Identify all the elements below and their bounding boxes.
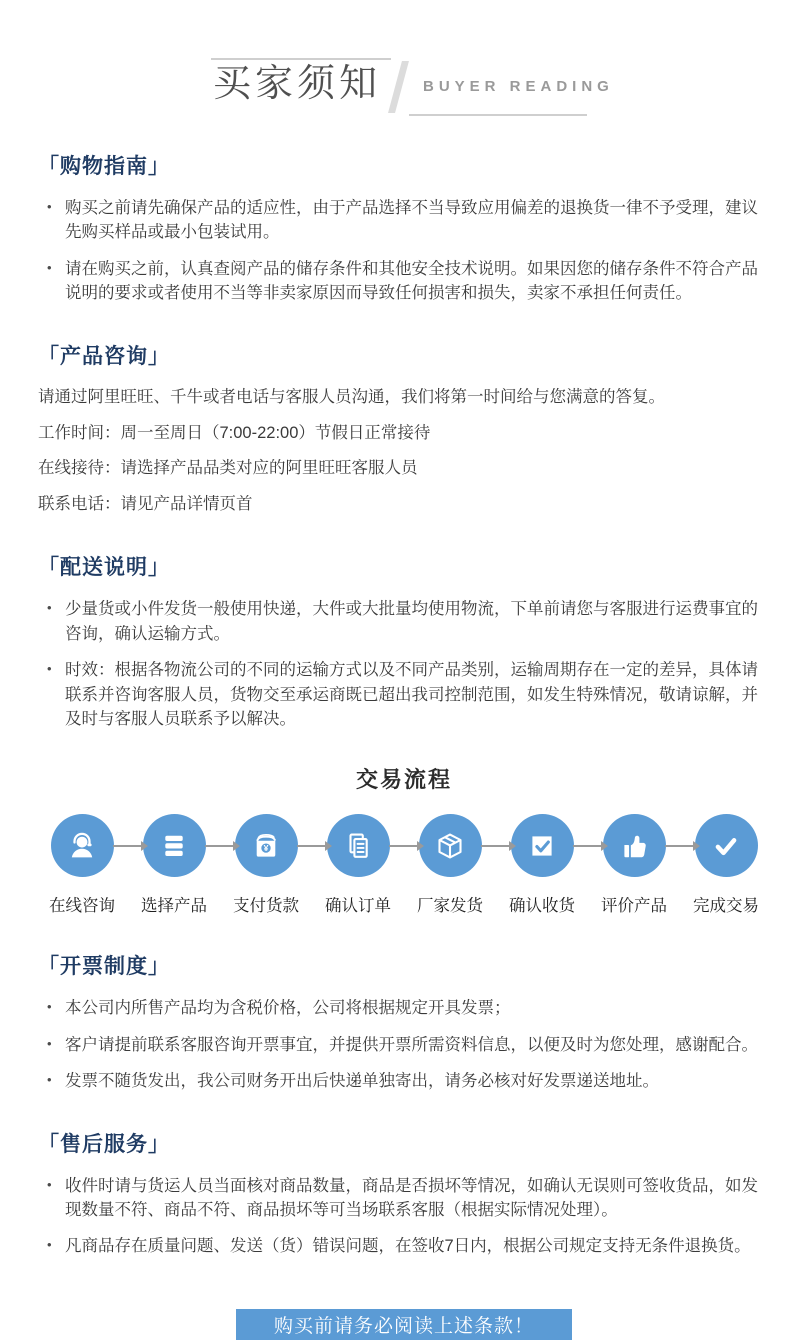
page-title: 买家须知	[213, 63, 382, 105]
section-shopping-guide	[38, 150, 770, 306]
online-reception-line: 在线接待：请选择产品品类对应的阿里旺旺客服人员	[38, 459, 418, 478]
arrow-right-icon	[573, 845, 603, 847]
header-slash-divider	[388, 61, 409, 113]
after-sales-list	[38, 1174, 770, 1259]
wallet-yen-icon	[235, 814, 298, 877]
bullet-item	[38, 1033, 770, 1057]
bullet-text: 购买之前请先确保产品的适应性，由于产品选择不当导致应用偏差的退换货一律不予受理，建议先购买样品或最小包装试用。	[65, 199, 758, 242]
read-terms-notice-banner: 购买前请务必阅读上述条款！	[236, 1309, 572, 1340]
page-subtitle: BUYER READING	[423, 78, 614, 95]
header-top-line	[211, 58, 391, 60]
work-hours-line: 工作时间：周一至周日（7:00-22:00）节假日正常接待	[38, 423, 431, 442]
delivery-list	[38, 597, 770, 731]
consult-intro-line: 请通过阿里旺旺、千牛或者电话与客服人员沟通，我们将第一时间给与您满意的答复。	[38, 387, 665, 406]
arrow-right-icon	[113, 845, 143, 847]
flow-step-label: 选择产品	[141, 897, 207, 916]
flow-step-review	[593, 814, 675, 916]
package-box-icon	[419, 814, 482, 877]
flow-step-complete	[685, 814, 767, 916]
after-sales-heading: 「售后服务」	[38, 1132, 170, 1156]
bullet-text: 客户请提前联系客服咨询开票事宜，并提供开票所需资料信息，以便及时为您处理，感谢配合。	[65, 1035, 758, 1054]
section-transaction-flow	[38, 763, 770, 916]
headset-icon	[51, 814, 114, 877]
arrow-right-icon	[205, 845, 235, 847]
svg-text:¥: ¥	[263, 842, 269, 853]
flow-step-confirm-order	[317, 814, 399, 916]
product-consult-heading: 「产品咨询」	[38, 344, 170, 368]
header-bottom-line	[409, 114, 587, 116]
bullet-item	[38, 1234, 770, 1258]
delivery-heading: 「配送说明」	[38, 556, 170, 580]
flow-step-label: 评价产品	[601, 897, 667, 916]
flow-step-label: 在线咨询	[49, 897, 115, 916]
bullet-item	[38, 1174, 770, 1223]
flow-step-pay	[225, 814, 307, 916]
section-product-consult	[38, 340, 770, 518]
flow-step-online-consult	[41, 814, 123, 916]
bullet-item	[38, 996, 770, 1020]
flow-step-factory-ship	[409, 814, 491, 916]
bullet-text: 请在购买之前，认真查阅产品的储存条件和其他安全技术说明。如果因您的储存条件不符合产品说明的要求或者使用不当等非卖家原因而导致任何损害和损失，卖家不承担任何责任。	[65, 259, 758, 303]
bullet-text: 少量货或小件发货一般使用快递，大件或大批量均使用物流，下单前请您与客服进行运费事宜的咨询，确认运输方式。	[65, 600, 758, 643]
arrow-right-icon	[481, 845, 511, 847]
bullet-text: 发票不随货发出，我公司财务开出后快递单独寄出，请务必核对好发票递送地址。	[65, 1072, 659, 1091]
page-header	[211, 58, 614, 116]
invoicing-list	[38, 996, 770, 1093]
bullet-item	[38, 257, 770, 306]
thumbs-up-icon	[603, 814, 666, 877]
flow-row	[38, 814, 770, 916]
flow-step-label: 支付货款	[233, 897, 299, 916]
arrow-right-icon	[297, 845, 327, 847]
section-after-sales	[38, 1128, 770, 1259]
section-delivery	[38, 551, 770, 731]
list-icon	[143, 814, 206, 877]
bullet-text: 收件时请与货运人员当面核对商品数量，商品是否损坏等情况，如确认无误则可签收货品，如发现数量不符、商品不符、商品损坏等可当场联系客服（根据实际情况处理）。	[65, 1176, 758, 1219]
footer	[38, 1309, 770, 1340]
shopping-guide-list	[38, 196, 770, 306]
flow-step-choose-product	[133, 814, 215, 916]
check-icon	[695, 814, 758, 877]
invoicing-heading: 「开票制度」	[38, 955, 170, 979]
flow-step-label: 厂家发货	[417, 897, 483, 916]
page-content	[0, 150, 800, 1340]
documents-icon	[327, 814, 390, 877]
bullet-item	[38, 1069, 770, 1093]
flow-step-label: 确认订单	[325, 897, 391, 916]
shopping-guide-heading: 「购物指南」	[38, 155, 170, 178]
section-invoicing	[38, 950, 770, 1093]
checkbox-check-icon	[511, 814, 574, 877]
bullet-item	[38, 597, 770, 646]
flow-step-label: 确认收货	[509, 897, 575, 916]
contact-phone-line: 联系电话：请见产品详情页首	[38, 495, 253, 514]
bullet-item	[38, 658, 770, 731]
flow-step-label: 完成交易	[693, 897, 759, 916]
flow-title: 交易流程	[355, 767, 452, 793]
bullet-item	[38, 196, 770, 245]
arrow-right-icon	[665, 845, 695, 847]
bullet-text: 本公司内所售产品均为含税价格，公司将根据规定开具发票；	[65, 999, 511, 1018]
bullet-text: 凡商品存在质量问题、发送（货）错误问题，在签收7日内，根据公司规定支持无条件退换货。	[65, 1237, 751, 1256]
bullet-text: 时效：根据各物流公司的不同的运输方式以及不同产品类别，运输周期存在一定的差异，具体请联系并咨询客服人员，货物交至承运商既已超出我司控制范围，如发生特殊情况，敬请谅解，并及时与客服人员联系予以解决。	[65, 661, 758, 728]
arrow-right-icon	[389, 845, 419, 847]
flow-step-confirm-receipt	[501, 814, 583, 916]
